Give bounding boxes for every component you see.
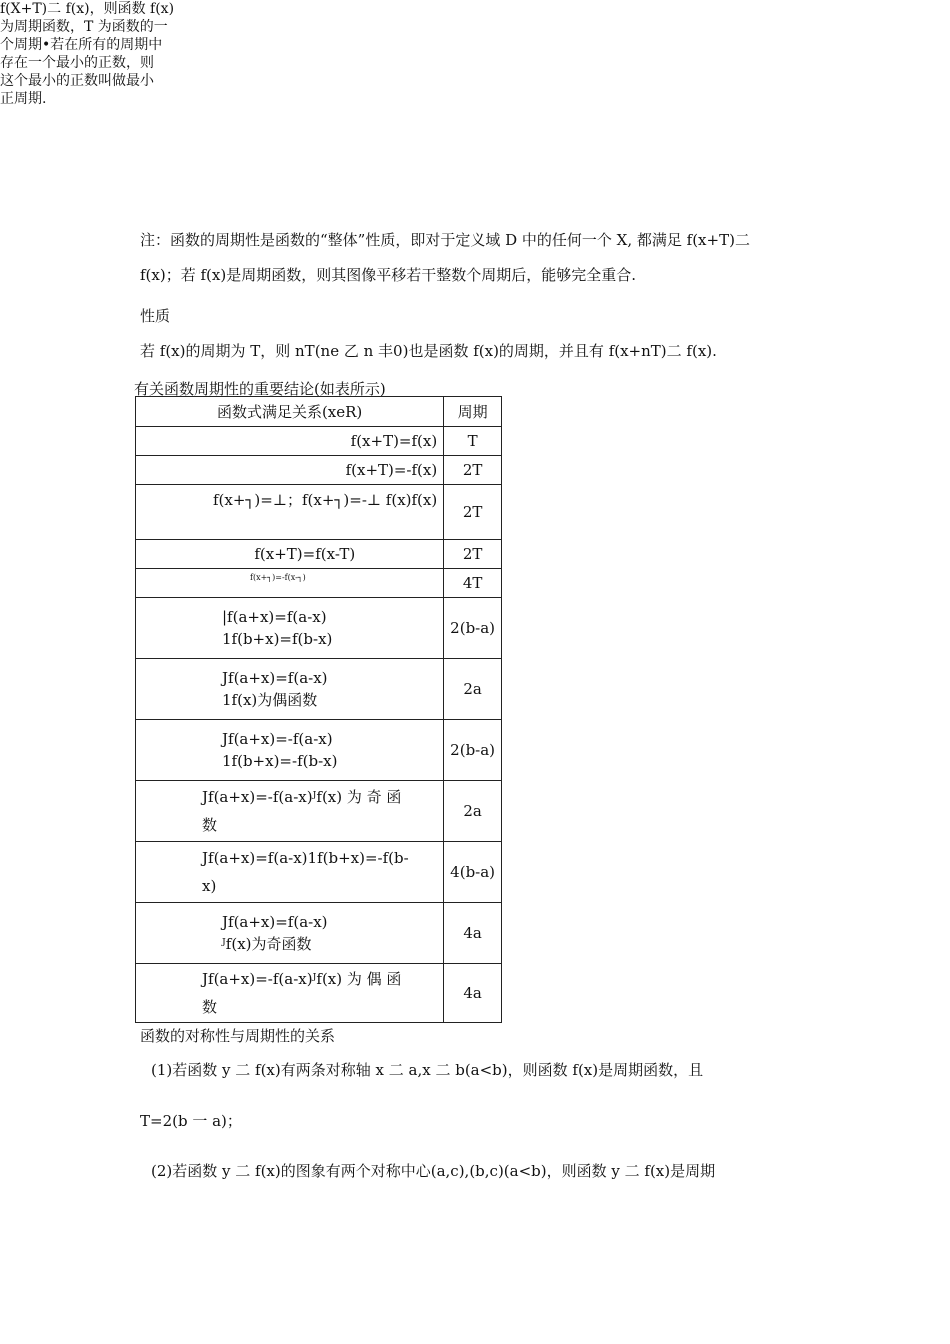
column-header-period: 周期 — [444, 397, 502, 427]
table-row — [136, 485, 502, 540]
formula-cell — [136, 720, 444, 781]
table-row — [136, 569, 502, 598]
property-heading: 性质 — [140, 307, 171, 325]
formula-cell — [136, 964, 444, 1023]
formula-line: 1f(b+x)=f(b-x) — [222, 630, 333, 648]
definition-line: 个周期•若在所有的周期中 — [0, 37, 163, 53]
period-cell: 2a — [444, 659, 502, 720]
formula-line: ᴶf(x)为奇函数 — [222, 935, 312, 953]
formula-line: 1f(x)为偶函数 — [222, 691, 318, 709]
table-header-row — [136, 397, 502, 427]
table-row — [136, 720, 502, 781]
period-cell: 4a — [444, 964, 502, 1023]
formula-cell — [136, 903, 444, 964]
table-row — [136, 598, 502, 659]
formula-cell: f(x+┐)=-f(x-┐) — [136, 569, 444, 598]
table-row — [136, 781, 502, 842]
formula-line: Jf(a+x)=f(a-x)1f(b+x)=-f(b- — [202, 849, 409, 867]
formula-cell — [136, 781, 444, 842]
formula-cell — [136, 659, 444, 720]
formula-line: Jf(a+x)=-f(a-x)ᴶf(x) 为 偶 函 — [202, 970, 402, 988]
period-cell: 2(b-a) — [444, 598, 502, 659]
table-row — [136, 659, 502, 720]
formula-line: |f(a+x)=f(a-x) — [222, 608, 327, 626]
period-cell: T — [444, 427, 502, 456]
table-row — [136, 427, 502, 456]
table-row — [136, 964, 502, 1023]
formula-cell: f(x+T)=f(x-T) — [136, 540, 444, 569]
definition-line: 存在一个最小的正数，则 — [0, 55, 154, 71]
table-row — [136, 842, 502, 903]
formula-line: Jf(a+x)=f(a-x) — [222, 913, 328, 931]
period-cell: 2T — [444, 485, 502, 540]
formula-cell — [136, 842, 444, 903]
table-row — [136, 456, 502, 485]
period-cell: 4a — [444, 903, 502, 964]
symmetry-item-2: (2)若函数 y 二 f(x)的图象有两个对称中心(a,c),(b,c)(a<b)，则函数 y 二 f(x)是周期 — [151, 1162, 716, 1180]
table-row — [136, 540, 502, 569]
symmetry-heading: 函数的对称性与周期性的关系 — [140, 1027, 336, 1045]
definition-line: f(X+T)二 f(x)，则函数 f(x) — [0, 1, 175, 17]
definition-line: 正周期. — [0, 91, 47, 107]
period-cell: 4T — [444, 569, 502, 598]
definition-fragment — [0, 0, 200, 108]
formula-cell: f(x+T)=-f(x) — [136, 456, 444, 485]
property-text: 若 f(x)的周期为 T，则 nT(ne 乙 n 丰0)也是函数 f(x)的周期，并且有 f(x+nT)二 f(x). — [140, 342, 717, 360]
formula-line: 1f(b+x)=-f(b-x) — [222, 752, 338, 770]
formula-cell: f(x+T)=f(x) — [136, 427, 444, 456]
note-line-1: 注：函数的周期性是函数的“整体”性质，即对于定义域 D 中的任何一个 X, 都满足 f(x+T)二 — [140, 231, 750, 249]
column-header-formula: 函数式满足关系(xeR) — [136, 397, 444, 427]
period-cell: 2T — [444, 456, 502, 485]
definition-line: 为周期函数，T 为函数的一 — [0, 19, 168, 35]
table-row — [136, 903, 502, 964]
period-cell: 2(b-a) — [444, 720, 502, 781]
formula-line: 数 — [202, 998, 218, 1016]
definition-line: 这个最小的正数叫做最小 — [0, 73, 154, 89]
formula-line: x) — [202, 877, 217, 895]
formula-cell: f(x+┐)=⊥；f(x+┐)=-⊥ f(x)f(x) — [136, 485, 444, 540]
table-caption: 有关函数周期性的重要结论(如表所示) — [134, 380, 386, 398]
periodicity-table — [135, 396, 502, 1023]
formula-cell — [136, 598, 444, 659]
symmetry-item-1-continued: T=2(b 一 a)； — [140, 1112, 242, 1130]
symmetry-item-1: (1)若函数 y 二 f(x)有两条对称轴 x 二 a,x 二 b(a<b)，则函数 f(x)是周期函数，且 — [151, 1061, 704, 1079]
formula-line: Jf(a+x)=-f(a-x)ᴶf(x) 为 奇 函 — [202, 788, 402, 806]
formula-line: Jf(a+x)=-f(a-x) — [222, 730, 333, 748]
formula-line: 数 — [202, 816, 218, 834]
period-cell: 2T — [444, 540, 502, 569]
period-cell: 2a — [444, 781, 502, 842]
period-cell: 4(b-a) — [444, 842, 502, 903]
note-line-2: f(x)；若 f(x)是周期函数，则其图像平移若干整数个周期后，能够完全重合. — [140, 266, 636, 284]
formula-line: Jf(a+x)=f(a-x) — [222, 669, 328, 687]
